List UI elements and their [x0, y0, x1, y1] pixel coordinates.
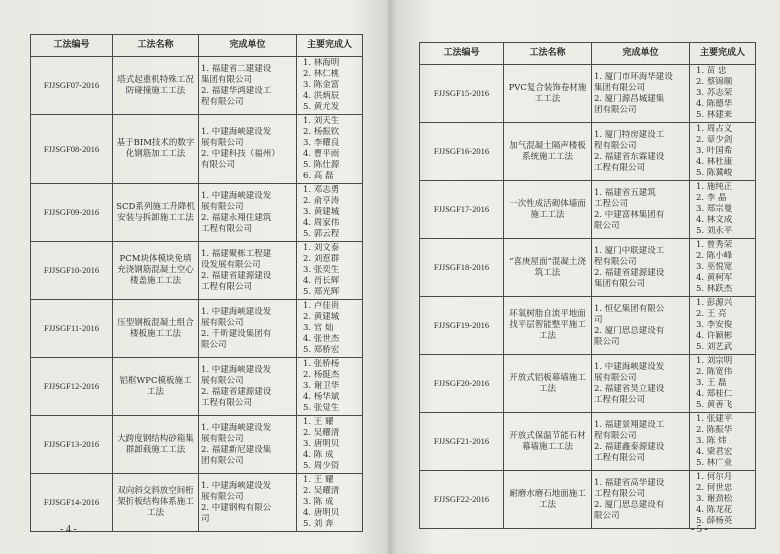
unit-line: 设发展有限公司 — [201, 259, 261, 270]
person-line: 2. 陈振华 — [696, 425, 733, 435]
person-line: 5. 薛杨英 — [696, 516, 733, 526]
right-page — [391, 0, 780, 554]
main-completers — [297, 474, 363, 532]
unit-line: 2. 厦门源昌城建集 — [594, 93, 665, 104]
method-table-right — [419, 42, 756, 529]
person-line: 6. 高 磊 — [303, 171, 334, 181]
person-line: 5. 林广业 — [696, 458, 733, 468]
unit-line: 工程有限公司 — [594, 488, 646, 499]
unit-line: 团有限公司 — [201, 455, 244, 466]
header-name: 工法名称 — [113, 35, 199, 57]
method-name: PVC复合装饰卷材施工工法 — [504, 65, 592, 123]
person-line: 4. 林杜康 — [696, 157, 733, 167]
person-line: 1. 张建平 — [696, 414, 733, 424]
person-line: 1. 邓志勇 — [303, 185, 340, 195]
method-name: 开放式铝板幕墙施工工法 — [504, 355, 592, 413]
person-line: 2. 何世忠 — [696, 483, 733, 493]
table-row — [31, 184, 363, 242]
person-line: 3. 谢劲松 — [696, 494, 733, 504]
unit-line: 2. 福建省昊立建设 — [594, 383, 665, 394]
table-row — [31, 57, 363, 115]
unit-line: 工程公司 — [594, 198, 629, 209]
method-name: 铝框WPC模板施工工法 — [113, 358, 199, 416]
unit-line: 1. 中建海峡建设发 — [594, 361, 665, 372]
completing-units — [592, 297, 690, 355]
person-line: 5. 陈仕源 — [303, 160, 340, 170]
unit-line: 1. 福建省高华建设 — [594, 477, 665, 488]
main-completers — [297, 300, 363, 358]
unit-line: 1. 中建海峡建设发 — [201, 190, 272, 201]
table-row — [31, 474, 363, 532]
unit-line: 2. 福建省建源建设 — [594, 267, 665, 278]
unit-line: 2. 福建鑫泰源建设 — [594, 441, 665, 452]
method-code: FJJSGF17-2016 — [420, 181, 504, 239]
completing-units — [199, 242, 297, 300]
method-code: FJJSGF12-2016 — [31, 358, 113, 416]
method-name: 基于BIM技术的数字化钢筋加工工法 — [113, 115, 199, 184]
person-line: 4. 张世杰 — [303, 334, 340, 344]
unit-line: 程有限公司 — [594, 256, 637, 267]
person-line: 2. 章少剑 — [696, 135, 733, 145]
unit-line: 工程有限公司 — [594, 394, 646, 405]
table-row — [31, 416, 363, 474]
unit-line: 展有限公司 — [201, 433, 244, 444]
unit-line: 1. 恒亿集团有限公 — [594, 303, 665, 314]
main-completers — [297, 242, 363, 300]
completing-units — [199, 474, 297, 532]
header-people: 主要完成人 — [297, 35, 363, 57]
unit-line: 2. 福建省建源建设 — [201, 270, 272, 281]
person-line: 1. 苗 忠 — [696, 66, 727, 76]
person-line: 3. 黄建城 — [303, 207, 340, 217]
person-line: 1. 卢佳贵 — [303, 301, 340, 311]
person-line: 4. 林文成 — [696, 215, 733, 225]
method-code: FJJSGF07-2016 — [31, 57, 113, 115]
person-line: 1. 王 耀 — [303, 475, 334, 485]
person-line: 1. 施纯正 — [696, 182, 733, 192]
person-line: 2. 黄建城 — [303, 312, 340, 322]
completing-units — [199, 300, 297, 358]
method-name: 开放式保温节能石材幕墙施工工法 — [504, 413, 592, 471]
unit-line: 1. 福建省二建建设 — [201, 63, 272, 74]
table-row — [420, 239, 756, 297]
method-code: FJJSGF13-2016 — [31, 416, 113, 474]
table-row — [31, 358, 363, 416]
person-line: 5. 黄善飞 — [696, 400, 733, 410]
person-line: 2. 蔡锦顺 — [696, 77, 733, 87]
unit-line: 程有限公司 — [201, 96, 244, 107]
person-line: 4. 陈 成 — [303, 450, 334, 460]
main-completers — [690, 355, 756, 413]
person-line: 1. 周占义 — [696, 124, 733, 134]
header-code: 工法编号 — [31, 35, 113, 57]
method-code: FJJSGF16-2016 — [420, 123, 504, 181]
completing-units — [592, 239, 690, 297]
person-line: 3. 张奕生 — [303, 265, 340, 275]
main-completers — [690, 123, 756, 181]
header-units: 完成单位 — [592, 43, 690, 65]
person-line: 2. 王 亮 — [696, 309, 727, 319]
person-line: 2. 杨挺杰 — [303, 370, 340, 380]
person-line: 3. 官 灿 — [303, 323, 334, 333]
unit-line: 1. 中建海峡建设发 — [201, 364, 272, 375]
table-row — [31, 300, 363, 358]
page-number: - 4 - — [60, 524, 77, 535]
main-completers — [690, 239, 756, 297]
person-line: 3. 李安俊 — [696, 320, 733, 330]
unit-line: 1. 中建海峡建设发 — [201, 480, 272, 491]
main-completers — [297, 358, 363, 416]
unit-line: 程有限公司 — [594, 430, 637, 441]
unit-line: 程有限公司 — [594, 140, 637, 151]
method-name: 塔式起重机特殊工况防碰撞施工工法 — [113, 57, 199, 115]
unit-line: 工程有限公司 — [201, 223, 253, 234]
header-code: 工法编号 — [420, 43, 504, 65]
person-line: 5. 刘永平 — [696, 226, 733, 236]
person-line: 1. 曾秀荣 — [696, 240, 733, 250]
person-line: 5. 林建来 — [696, 110, 733, 120]
method-name: 耐磨水磨石地面施工工法 — [504, 471, 592, 529]
completing-units — [592, 471, 690, 529]
unit-line: 2. 中建科技（福州） — [201, 149, 280, 159]
completing-units — [199, 358, 297, 416]
method-code: FJJSGF22-2016 — [420, 471, 504, 529]
person-line: 1. 王 耀 — [303, 417, 334, 427]
person-line: 4. 周家伟 — [303, 218, 340, 228]
unit-line: 工程有限公司 — [201, 397, 253, 408]
person-line: 1. 刘天生 — [303, 116, 340, 126]
method-name: 加气混凝土隔声楼板系统施工工法 — [504, 123, 592, 181]
person-line: 4. 郑桂仁 — [696, 389, 733, 399]
unit-line: 集团有限公司 — [594, 82, 646, 93]
unit-line: 司 — [201, 513, 210, 524]
completing-units — [199, 115, 297, 184]
person-line: 2. 李 晶 — [696, 193, 727, 203]
method-code: FJJSGF11-2016 — [31, 300, 113, 358]
person-line: 5. 张觉生 — [303, 403, 340, 413]
main-completers — [690, 297, 756, 355]
main-completers — [690, 65, 756, 123]
header-people: 主要完成人 — [690, 43, 756, 65]
main-completers — [690, 471, 756, 529]
main-completers — [297, 57, 363, 115]
person-line: 2. 刘惹群 — [303, 254, 340, 264]
unit-line: 2. 福建新尼建设集 — [201, 444, 272, 455]
table-header — [31, 35, 363, 57]
unit-line: 展有限公司 — [201, 491, 244, 502]
person-line: 1. 刘宗明 — [696, 356, 733, 366]
unit-line: 1. 福建景翔建设工 — [594, 419, 665, 430]
person-line: 3. 苏志荣 — [696, 88, 733, 98]
person-line: 2. 陈小峰 — [696, 251, 733, 261]
table-row — [420, 123, 756, 181]
main-completers — [690, 181, 756, 239]
person-line: 5. 周少资 — [303, 461, 340, 471]
unit-line: 团有限公司 — [594, 104, 637, 115]
person-line: 5. 刘艺武 — [696, 342, 733, 352]
unit-line: 1. 福建省五建筑 — [594, 187, 656, 198]
person-line: 1. 何尔月 — [696, 472, 733, 482]
method-code: FJJSGF20-2016 — [420, 355, 504, 413]
person-line: 4. 陈德华 — [696, 99, 733, 109]
completing-units — [199, 57, 297, 115]
person-line: 4. 陈龙花 — [696, 505, 733, 515]
unit-line: 1. 厦门市环海华建设 — [594, 71, 673, 82]
person-line: 1. 彭源兴 — [696, 298, 733, 308]
method-name: 一次性成活砌体墙面施工工法 — [504, 181, 592, 239]
person-line: 3. 郑宗曼 — [696, 204, 733, 214]
header-units: 完成单位 — [199, 35, 297, 57]
method-code: FJJSGF10-2016 — [31, 242, 113, 300]
method-code: FJJSGF18-2016 — [420, 239, 504, 297]
person-line: 4. 唐明贝 — [303, 508, 340, 518]
method-code: FJJSGF19-2016 — [420, 297, 504, 355]
person-line: 1. 张桥杨 — [303, 359, 340, 369]
person-line: 1. 刘文泰 — [303, 243, 340, 253]
method-code: FJJSGF21-2016 — [420, 413, 504, 471]
person-line: 3. 陈 炜 — [696, 436, 727, 446]
completing-units — [592, 65, 690, 123]
unit-line: 司 — [594, 314, 603, 325]
completing-units — [592, 355, 690, 413]
method-code: FJJSGF14-2016 — [31, 474, 113, 532]
method-code: FJJSGF15-2016 — [420, 65, 504, 123]
person-line: 1. 林海明 — [303, 58, 340, 68]
method-name: “喜庚屋面”混凝土浇筑工法 — [504, 239, 592, 297]
person-line: 5. 陈冀峻 — [696, 168, 733, 178]
unit-line: 2. 中建富林集团有 — [594, 209, 665, 220]
person-line: 2. 林仁桃 — [303, 69, 340, 79]
table-body — [31, 57, 363, 532]
person-line: 3. 陈 成 — [303, 497, 334, 507]
unit-line: 工程有限公司 — [594, 452, 646, 463]
unit-line: 2. 厦门思总建设有 — [594, 499, 665, 510]
unit-line: 展有限公司 — [201, 375, 244, 386]
unit-line: 2. 福建省东霖建设 — [594, 151, 665, 162]
person-line: 5. 黄尤发 — [303, 102, 340, 112]
method-name: 双向斜交斜放空间桁架折板结构体系施工工法 — [113, 474, 199, 532]
person-line: 3. 唐明贝 — [303, 439, 340, 449]
person-line: 4. 梁君宏 — [696, 447, 733, 457]
completing-units — [199, 184, 297, 242]
unit-line: 2. 福建永翔住建筑 — [201, 212, 272, 223]
unit-line: 1. 厦门特房建设工 — [594, 129, 665, 140]
person-line: 2. 杨振钦 — [303, 127, 340, 137]
unit-line: 有限公司 — [201, 160, 236, 170]
main-completers — [690, 413, 756, 471]
unit-line: 2. 福建省建源建设 — [201, 386, 272, 397]
person-line: 2. 俞亨涛 — [303, 196, 340, 206]
method-name: SCD系列施工升降机安装与拆卸施工工法 — [113, 184, 199, 242]
table-row — [420, 65, 756, 123]
unit-line: 2. 厦门思总建设有 — [594, 325, 665, 336]
completing-units — [199, 416, 297, 474]
unit-line: 1. 厦门中联建设工 — [594, 245, 665, 256]
unit-line: 集团有限公司 — [201, 74, 253, 85]
table-row — [31, 115, 363, 184]
main-completers — [297, 115, 363, 184]
unit-line: 限公司 — [594, 336, 620, 347]
person-line: 4. 杨华斌 — [303, 392, 340, 402]
table-row — [420, 297, 756, 355]
person-line: 4. 许颖彬 — [696, 331, 733, 341]
table-header — [420, 43, 756, 65]
unit-line: 1. 中建海峡建设发 — [201, 306, 272, 317]
person-line: 3. 谢卫华 — [303, 381, 340, 391]
unit-line: 1. 中建海峡建设发 — [201, 127, 272, 137]
main-completers — [297, 184, 363, 242]
person-line: 5. 林跃杰 — [696, 284, 733, 294]
unit-line: 限公司 — [594, 220, 620, 231]
person-line: 4. 黄柯军 — [696, 273, 733, 283]
table-body — [420, 65, 756, 529]
table-row — [31, 242, 363, 300]
table-row — [420, 413, 756, 471]
unit-line: 展有限公司 — [201, 201, 244, 212]
person-line: 3. 王 磊 — [696, 378, 727, 388]
page-number: - 5 - — [691, 524, 708, 535]
person-line: 3. 陈金富 — [303, 80, 340, 90]
unit-line: 工程有限公司 — [594, 162, 646, 173]
table-row — [420, 181, 756, 239]
person-line: 3. 巫悦宽 — [696, 262, 733, 272]
unit-line: 工程有限公司 — [201, 281, 253, 292]
method-name: 压型钢板混凝土组合楼板施工工法 — [113, 300, 199, 358]
unit-line: 2. 中建钢构有限公 — [201, 502, 272, 513]
header-name: 工法名称 — [504, 43, 592, 65]
person-line: 5. 郑桥宏 — [303, 345, 340, 355]
main-completers — [297, 416, 363, 474]
person-line: 4. 肖长辉 — [303, 276, 340, 286]
unit-line: 集团有限公司 — [594, 278, 646, 289]
person-line: 2. 陈宽伟 — [696, 367, 733, 377]
unit-line: 1. 福建聚栋工程建 — [201, 248, 272, 259]
person-line: 5. 郭云程 — [303, 229, 340, 239]
person-line: 3. 叶国希 — [696, 146, 733, 156]
method-code: FJJSGF08-2016 — [31, 115, 113, 184]
person-line: 2. 吴耀清 — [303, 486, 340, 496]
method-table-left — [30, 34, 363, 532]
person-line: 2. 吴耀清 — [303, 428, 340, 438]
unit-line: 1. 中建海峡建设发 — [201, 422, 272, 433]
unit-line: 2. 千昕建设集团有 — [201, 328, 272, 339]
unit-line: 限公司 — [594, 510, 620, 521]
left-page — [0, 0, 389, 554]
table-row — [420, 471, 756, 529]
person-line: 4. 曹平雨 — [303, 149, 340, 159]
person-line: 5. 郑光辉 — [303, 287, 340, 297]
table-row — [420, 355, 756, 413]
unit-line: 展有限公司 — [201, 138, 244, 148]
method-name: PCM块体模块免填充浇钢筋混凝土空心楼盖施工工法 — [113, 242, 199, 300]
unit-line: 限公司 — [201, 339, 227, 350]
person-line: 4. 洪炳辰 — [303, 91, 340, 101]
completing-units — [592, 413, 690, 471]
method-name: 环氧树脂自流平地面找平层智能整平施工工法 — [504, 297, 592, 355]
person-line: 5. 刘 奔 — [303, 519, 334, 529]
person-line: 3. 李耀良 — [303, 138, 340, 148]
method-code: FJJSGF09-2016 — [31, 184, 113, 242]
method-name: 大跨度钢结构砂箱集群卸载施工工法 — [113, 416, 199, 474]
unit-line: 展有限公司 — [594, 372, 637, 383]
completing-units — [592, 181, 690, 239]
completing-units — [592, 123, 690, 181]
unit-line: 展有限公司 — [201, 317, 244, 328]
unit-line: 2. 福建华鸿建设工 — [201, 85, 272, 96]
